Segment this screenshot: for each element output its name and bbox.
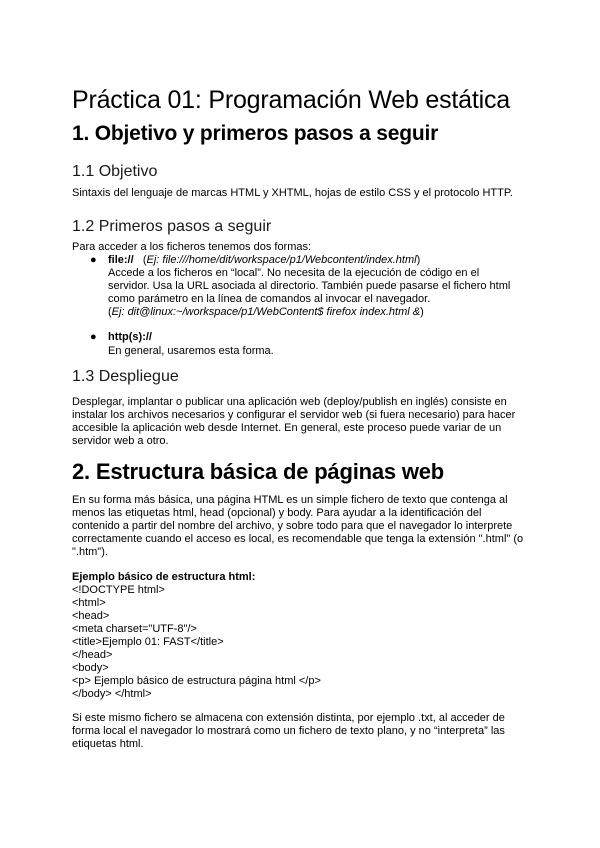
code-line: <title>Ejemplo 01: FAST</title> xyxy=(72,636,224,648)
subsection-1-3-heading: 1.3 Despliegue xyxy=(72,368,179,385)
section-1-heading: 1. Objetivo y primeros pasos a seguir xyxy=(72,122,439,145)
paren-close: ) xyxy=(416,254,421,266)
subsection-1-2-heading: 1.2 Primeros pasos a seguir xyxy=(72,218,272,235)
code-line: </head> xyxy=(72,649,113,661)
subsection-1-1-heading: 1.1 Objetivo xyxy=(72,163,158,180)
file-desc-line-1: Accede a los ficheros en “local”. No necesita de la ejecución de código en el xyxy=(108,267,480,279)
objective-text: Sintaxis del lenguaje de marcas HTML y XHTML, hojas de estilo CSS y el protocolo HTTP. xyxy=(72,187,513,199)
example-title: Ejemplo básico de estructura html: xyxy=(72,571,256,583)
page-title: Práctica 01: Programación Web estática xyxy=(72,86,510,114)
code-line: </body> </html> xyxy=(72,688,152,700)
deploy-line-1: Desplegar, implantar o publicar una aplicación web (deploy/publish en inglés) consiste en xyxy=(72,396,507,408)
paren-close: ) xyxy=(420,306,424,318)
structure-line-2: menos las etiquetas html, head (opcional) y body. Para ayudar a la identificación del xyxy=(72,507,482,519)
deploy-line-3: accesible la aplicación web desde Internet. En general, este proceso puede variar de un xyxy=(72,422,502,434)
access-intro: Para acceder a los ficheros tenemos dos formas: xyxy=(72,241,312,253)
file-desc-line-3: como parámetro en la línea de comandos al invocar el navegador. xyxy=(108,293,431,305)
structure-line-5: ".htm"). xyxy=(72,546,108,558)
code-line: <head> xyxy=(72,610,110,622)
file-protocol-label: file:// xyxy=(108,254,134,266)
deploy-line-2: instalar los archivos necesarios y configurar el servidor web (si fuera necesario) para hacer xyxy=(72,409,516,421)
structure-line-4: correctamente cuando el acceso es local, es recomendable que tenga la extensión ".html" (o xyxy=(72,533,524,545)
list-item-file xyxy=(108,254,420,268)
code-line: <meta charset="UTF-8"/> xyxy=(72,623,197,635)
paren-open: ( xyxy=(108,306,112,318)
http-protocol-label: http(s):// xyxy=(108,331,152,343)
bullet-icon: ● xyxy=(90,254,97,266)
structure-line-3: contenido a partir del nombre del archivo, y sobre todo para que el navegador lo interprete xyxy=(72,520,513,532)
bullet-icon: ● xyxy=(90,331,97,343)
code-line: <p> Ejemplo básico de estructura página html </p> xyxy=(72,675,321,687)
structure-line-1: En su forma más básica, una página HTML es un simple fichero de texto que contenga al xyxy=(72,494,508,506)
file-path-example: Ej: file:///home/dit/workspace/p1/Webcontent/index.html xyxy=(146,254,417,266)
code-line: <body> xyxy=(72,662,109,674)
code-line: <html> xyxy=(72,597,106,609)
file-desc-line-2: servidor. Usa la URL asociada al directorio. También puede pasarse el fichero html xyxy=(108,280,511,292)
section-2-heading: 2. Estructura básica de páginas web xyxy=(72,459,445,484)
code-line: <!DOCTYPE html> xyxy=(72,584,165,596)
command-example: Ej: dit@linux:~/workspace/p1/WebContent$ firefox index.html & xyxy=(111,306,421,318)
closing-line-2: forma local el navegador lo mostrará como un fichero de texto plano, y no “interpreta” las xyxy=(72,725,505,737)
paren-open: ( xyxy=(142,254,147,266)
file-command-example xyxy=(108,306,424,320)
http-desc: En general, usaremos esta forma. xyxy=(108,345,274,357)
closing-line-1: Si este mismo fichero se almacena con extensión distinta, por ejemplo .txt, al acceder de xyxy=(72,712,505,724)
deploy-line-4: servidor web a otro. xyxy=(72,435,169,447)
closing-line-3: etiquetas html. xyxy=(72,738,144,750)
